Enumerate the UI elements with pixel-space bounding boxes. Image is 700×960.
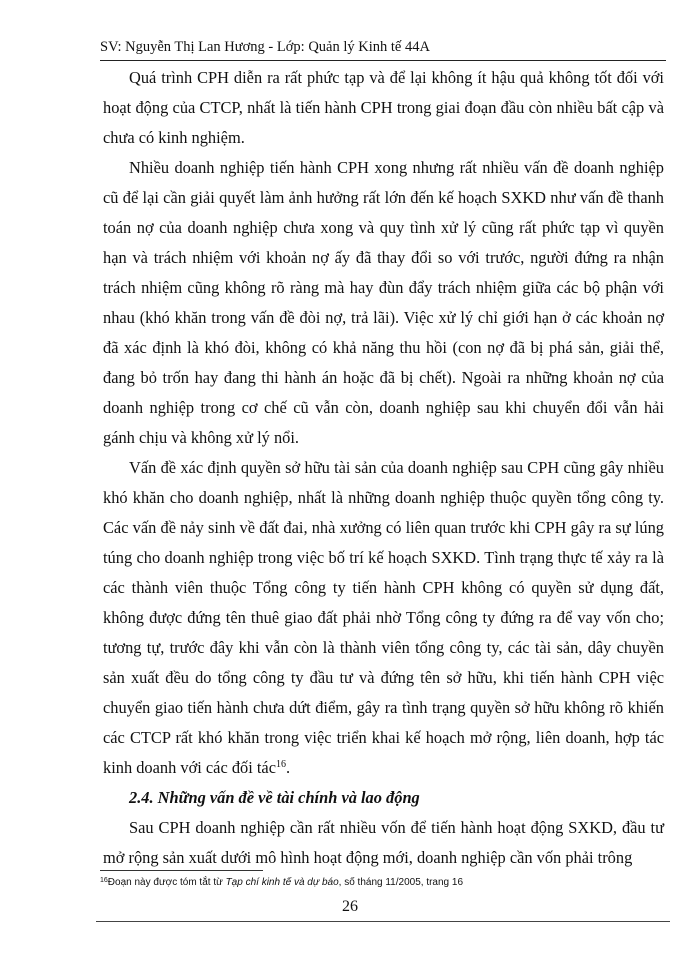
bottom-border [96, 921, 670, 922]
running-header: SV: Nguyễn Thị Lan Hương - Lớp: Quản lý Kinh tế 44A [100, 39, 430, 55]
footnote-number: 16 [100, 877, 108, 884]
header-divider [100, 60, 666, 61]
footnote-text-before: Đoạn này được tóm tắt từ [107, 877, 226, 888]
footnote [100, 876, 666, 889]
paragraph-3-end: . [285, 758, 291, 777]
body-text [103, 63, 664, 873]
paragraph-3-text: Vấn đề xác định quyền sở hữu tài sản của doanh nghiệp sau CPH cũng gây nhiều khó khăn cho doanh nghiệp, nhất là những doanh nghiệp thuộc quyền tổng công ty. Các vấn đề nảy sinh về đất đai, nhà xưởng có liên quan trước khi CPH gây ra sự lúng túng cho doanh nghiệp trong việc bố trí kế hoạch SXKD. Tình trạng thực tế xảy ra là các thành viên thuộc Tổng công ty tiến hành CPH không có quyền sử dụng đất, không được đứng tên thuê giao đất phải nhờ Tổng công ty đứng ra để vay vốn cho; tương tự, trước đây khi vẫn còn là thành viên tổng công ty, các tài sản, dây chuyền sản xuất đều do tổng công ty đầu tư và đứng tên sở hữu, khi tiến hành CPH việc chuyển giao tiến hành chưa dứt điểm, gây ra tình trạng quyền sở hữu không rõ khiến các CTCP rất khó khăn trong việc triển khai kế hoạch mở rộng, liên doanh, hợp tác kinh doanh với các đối tác [103, 458, 664, 777]
footnote-divider [100, 870, 263, 871]
page-number: 26 [342, 898, 358, 915]
paragraph-3 [103, 453, 664, 783]
footnote-source: Tạp chí kinh tế và dự báo [225, 877, 339, 888]
footnote-text-after: , số tháng 11/2005, trang 16 [338, 877, 464, 888]
paragraph-4: Sau CPH doanh nghiệp cần rất nhiều vốn để tiến hành hoạt động SXKD, đầu tư mở rộng sản xuất dưới mô hình hoạt động mới, doanh nghiệp cần vốn phải trông [103, 818, 664, 867]
paragraph-1: Quá trình CPH diễn ra rất phức tạp và để lại không ít hậu quả không tốt đối với hoạt động của CTCP, nhất là tiến hành CPH trong giai đoạn đầu còn nhiều bất cập và chưa có kinh nghiệm. [103, 68, 664, 147]
footnote-reference[interactable]: 16 [275, 759, 286, 770]
section-heading: 2.4. Những vấn đề về tài chính và lao động [129, 788, 420, 807]
paragraph-2: Nhiều doanh nghiệp tiến hành CPH xong nhưng rất nhiều vấn đề doanh nghiệp cũ để lại cần giải quyết làm ảnh hưởng rất lớn đến kế hoạch SXKD như vấn đề thanh toán nợ của doanh nghiệp chưa xong và quy tình xử lý cũng rất phức tạp vì quyền hạn và trách nhiệm với khoản nợ ấy đã thay đổi so với trước, người đứng ra nhận trách nhiệm cũng không rõ ràng mà hay đùn đẩy trách nhiệm giữa các bộ phận với nhau (khó khăn trong vấn đề đòi nợ, trả lãi). Việc xử lý chỉ giới hạn ở các khoản nợ đã xác định là khó đòi, không có khả năng thu hồi (con nợ đã bị phá sản, giải thể, đang bỏ trốn hay đang thi hành án hoặc đã bị chết). Ngoài ra những khoản nợ của doanh nghiệp trong cơ chế cũ vẫn còn, doanh nghiệp sau khi chuyển đổi vẫn hải gánh chịu và không xử lý nổi. [103, 158, 664, 447]
